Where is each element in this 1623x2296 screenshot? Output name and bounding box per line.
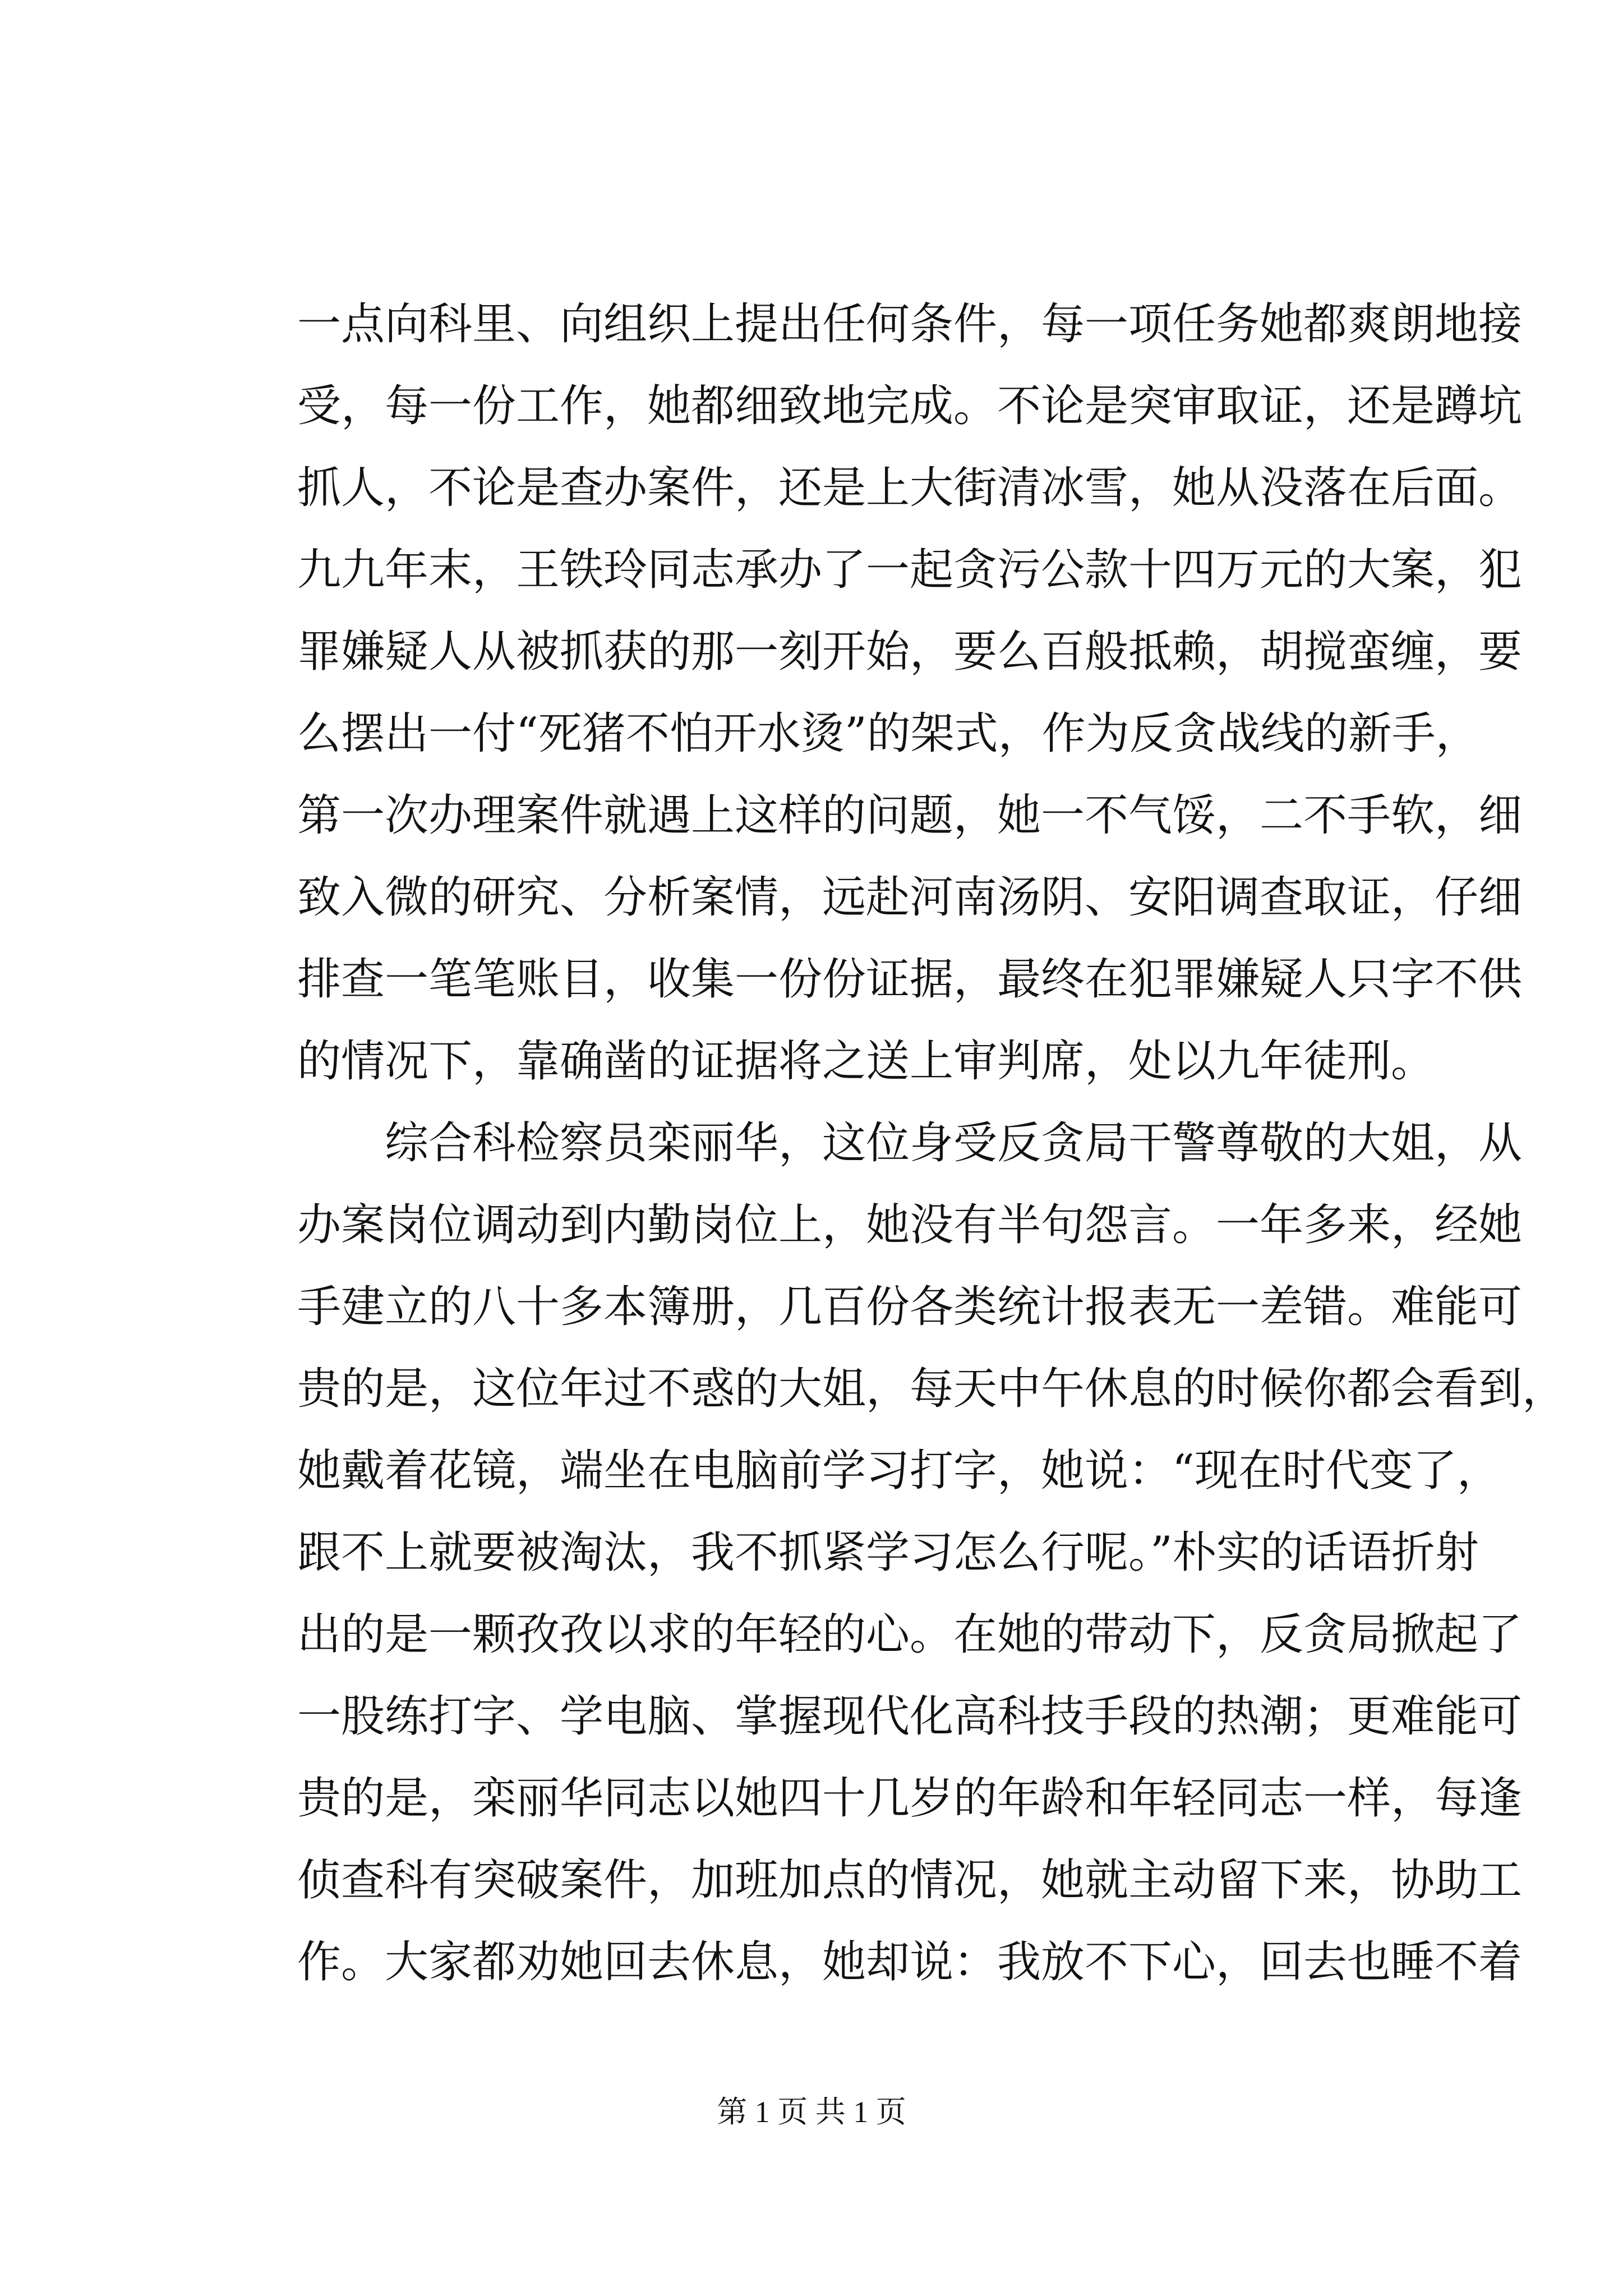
text-line: 排查一笔笔账目，收集一份份证据，最终在犯罪嫌疑人只字不供 [297,954,1523,1005]
text-line: 的情况下，靠确凿的证据将之送上审判席，处以九年徒刑。 [297,1036,1435,1087]
text-line: 跟不上就要被淘汰，我不抓紧学习怎么行呢。”朴实的话语折射 [297,1527,1479,1578]
text-line: 一股练打字、学电脑、掌握现代化高科技手段的热潮；更难能可 [297,1691,1523,1742]
text-line: 贵的是，栾丽华同志以她四十几岁的年龄和年轻同志一样，每逢 [297,1773,1523,1824]
text-line: 一点向科里、向组织上提出任何条件，每一项任务她都爽朗地接 [297,299,1523,349]
text-line: 手建立的八十多本簿册，几百份各类统计报表无一差错。难能可 [297,1282,1523,1332]
text-line: 作。大家都劝她回去休息，她却说：我放不下心，回去也睡不着 [297,1937,1523,1987]
text-line: 贵的是，这位年过不惑的大姐，每天中午休息的时候你都会看到， [297,1364,1566,1414]
document-body [297,283,1566,2003]
text-line: 九九年末，王铁玲同志承办了一起贪污公款十四万元的大案，犯 [297,545,1523,595]
text-line: 受，每一份工作，她都细致地完成。不论是突审取证，还是蹲坑 [297,381,1523,431]
paragraph-first-line: 综合科检察员栾丽华，这位身受反贪局干警尊敬的大姐，从 [385,1118,1523,1168]
page-number-footer: 第 1 页 共 1 页 [717,2095,906,2129]
text-line: 她戴着花镜，端坐在电脑前学习打字，她说：“现在时代变了， [297,1446,1501,1496]
text-line: 么摆出一付“死猪不怕开水烫”的架式，作为反贪战线的新手， [297,708,1479,759]
text-line: 办案岗位调动到内勤岗位上，她没有半句怨言。一年多来，经她 [297,1200,1523,1250]
text-line: 第一次办理案件就遇上这样的问题，她一不气馁，二不手软，细 [297,790,1523,841]
text-line: 抓人，不论是查办案件，还是上大街清冰雪，她从没落在后面。 [297,463,1523,513]
text-line: 罪嫌疑人从被抓获的那一刻开始，要么百般抵赖，胡搅蛮缠，要 [297,627,1523,677]
text-line: 侦查科有突破案件，加班加点的情况，她就主动留下来，协助工 [297,1855,1523,1906]
text-line: 致入微的研究、分析案情，远赴河南汤阴、安阳调查取证，仔细 [297,872,1523,923]
text-line: 出的是一颗孜孜以求的年轻的心。在她的带动下，反贪局掀起了 [297,1609,1523,1660]
